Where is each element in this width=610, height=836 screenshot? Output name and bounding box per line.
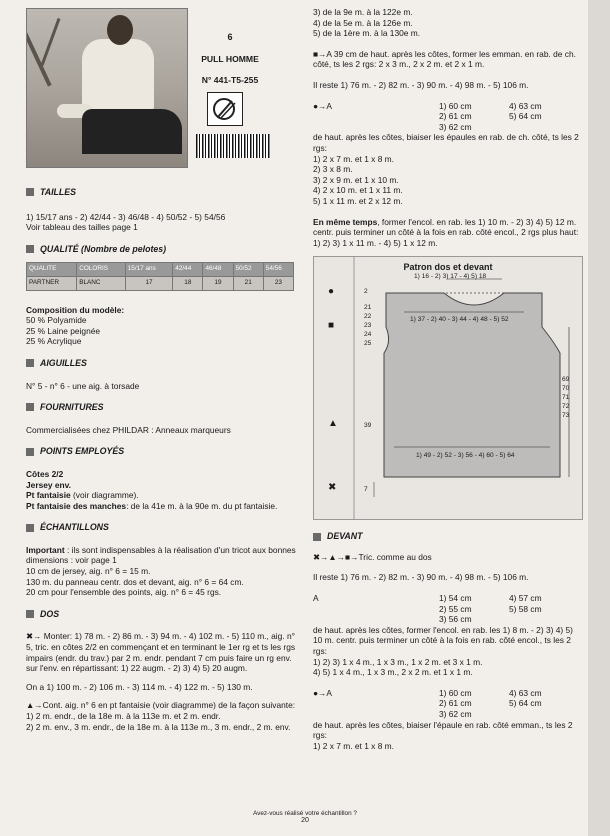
dim-label: 7 — [364, 486, 368, 494]
model-photo — [26, 8, 188, 168]
dim-label: 2 — [364, 288, 368, 296]
left-column — [26, 176, 304, 732]
section-devant: DEVANT — [313, 531, 583, 542]
quality-table: QUALITE COLORIS 15/17 ans 42/44 46/48 50/52 54/56 PARTNER BLANC 17 18 19 21 23 — [26, 262, 294, 290]
composition-line: 50 % Polyamide — [26, 315, 87, 326]
pattern-ref: N° 441-T5-255 — [201, 75, 259, 85]
pattern-info — [190, 32, 270, 85]
stitch-item: Pt fantaisie des manches: de la 41e m. à la 90e m. du pt fantaisie. — [26, 500, 278, 511]
section-points: POINTS EMPLOYÉS — [26, 446, 304, 457]
shoulder-line: 5) 1 x 11 m. et 2 x 12 m. — [313, 195, 403, 206]
instruction-line: ■→A 39 cm de haut. après les côtes, former les emman. en rab. de ch. côté, ts les 2 rgs: 2 x 3 m., 2 x 2 m. et 2 x 1 m. — [313, 48, 576, 70]
dos-step: ✖→ Monter: 1) 78 m. - 2) 86 m. - 3) 94 m. - 4) 102 m. - 5) 110 m., aig. n° 5, tric. en côtes 2/2 en commençant et en terminant le 1er rg et ts les rgs impairs (endr. du trav.) par 2 m. endr. pendant 7 cm puis faire un rg env. sur l'env. en répartissant: 1) 22 augm. - 2) 3) 4) 5) 20 augm. — [26, 631, 296, 674]
adjacent-page-edge — [588, 0, 610, 836]
instruction-line: En même temps, former l'encol. en rab. les 1) 10 m. - 2) 3) 4) 5) 12 m. centr. puis terminer un côté à la fois en rab. côté encol., 2 rgs plus haut: 1) 2) 3) 1 x 11 m. - 4) 5) 1 x 12 m. — [313, 216, 579, 248]
pattern-diagram — [313, 256, 583, 520]
pattern-title: PULL HOMME — [201, 54, 259, 64]
shoulder-line: 3) 2 x 9 m. et 1 x 10 m. — [313, 174, 399, 185]
devant-step: 1) 2) 3) 1 x 4 m., 1 x 3 m., 1 x 2 m. et 3 x 1 m. — [313, 656, 483, 667]
section-tailles: TAILLES — [26, 187, 304, 198]
supplies-text: Commercialisées chez PHILDAR : Anneaux marqueurs — [26, 424, 231, 435]
dos-step: On a 1) 100 m. - 2) 106 m. - 3) 114 m. - 4) 122 m. - 5) 130 m. — [26, 681, 253, 692]
gauge-line: 20 cm pour l'ensemble des points, aig. n° 6 = 45 rgs. — [26, 587, 222, 598]
dim-label: 21 — [364, 304, 372, 312]
section-fournitures: FOURNITURES — [26, 402, 304, 413]
barcode — [196, 134, 270, 158]
dim-label: 22 — [364, 313, 372, 321]
shoulder-line: 1) 2 x 7 m. et 1 x 8 m. — [313, 153, 394, 164]
dim-label: 70 — [562, 385, 570, 393]
dim-label: 39 — [364, 422, 372, 430]
devant-step: 4) 5) 1 x 4 m., 1 x 3 m., 2 x 2 m. et 1 x 1 m. — [313, 667, 473, 678]
devant-step: 1) 2 x 7 m. et 1 x 8 m. — [313, 740, 394, 751]
instruction-line: 4) de la 5e m. à la 126e m. — [313, 17, 413, 28]
composition-line: 25 % Laine peignée — [26, 325, 101, 336]
circle-marker-icon: ● — [328, 286, 335, 298]
pattern-number: 6 — [227, 32, 233, 42]
gauge-line: 10 cm de jersey, aig. n° 6 = 15 m. — [26, 566, 151, 577]
dim-label: 71 — [562, 394, 570, 402]
dos-step: ▲→Cont. aig. n° 6 en pt fantaisie (voir diagramme) de la façon suivante: — [26, 700, 296, 711]
triangle-marker-icon: ▲ — [328, 418, 338, 430]
section-dos: DOS — [26, 609, 304, 620]
size-grid: ●→A 1) 60 cm 4) 63 cm 2) 61 cm 5) 64 cm 3) 62 cm — [313, 100, 542, 132]
dos-step: 1) 2 m. endr., de la 18e m. à la 113e m. et 2 m. endr. — [26, 711, 221, 721]
needles-text: N° 5 - n° 6 - une aig. à torsade — [26, 380, 140, 391]
section-aiguilles: AIGUILLES — [26, 358, 304, 369]
footer-question: Avez-vous réalisé votre échantillon ? — [253, 810, 357, 817]
instruction-line: 3) de la 9e m. à la 122e m. — [313, 7, 413, 17]
composition-line: 25 % Acrylique — [26, 336, 82, 347]
section-echantillons: ÉCHANTILLONS — [26, 522, 304, 533]
gauge-important: Important : ils sont indispensables à la réalisation d'un tricot aux bonnes dimensions : voir page 1 — [26, 544, 296, 566]
square-marker-icon: ■ — [328, 320, 335, 332]
gauge-line: 130 m. du panneau centr. dos et devant, aig. n° 6 = 64 cm. — [26, 576, 244, 587]
size-grid: A 1) 54 cm 4) 57 cm 2) 55 cm 5) 58 cm 3) 56 cm — [313, 593, 542, 625]
devant-step: Il reste 1) 76 m. - 2) 82 m. - 3) 90 m. - 4) 98 m. - 5) 106 m. — [313, 572, 529, 583]
page-number: 20 — [301, 817, 309, 824]
chest-width-label: 1) 37 - 2) 40 - 3) 44 - 4) 48 - 5) 52 — [410, 316, 509, 324]
right-column — [313, 7, 583, 751]
shoulder-line: 4) 2 x 10 m. et 1 x 11 m. — [313, 185, 403, 196]
stitch-item: Pt fantaisie (voir diagramme). — [26, 490, 139, 501]
size-grid: ●→A 1) 60 cm 4) 63 cm 2) 61 cm 5) 64 cm 3) 62 cm — [313, 687, 542, 719]
composition-title: Composition du modèle: — [26, 304, 125, 315]
dim-label: 24 — [364, 331, 372, 339]
devant-step: ✖→▲→■→Tric. comme au dos — [313, 551, 432, 562]
stitch-item: Côtes 2/2 — [26, 468, 64, 479]
yarn-icon — [207, 92, 243, 126]
shoulder-line: 2) 3 x 8 m. — [313, 164, 353, 175]
stitch-item: Jersey env. — [26, 479, 72, 490]
instruction-line: de haut. après les côtes, biaiser les épaules en rab. de ch. côté, ts les 2 rgs: — [313, 132, 579, 153]
tailles-list: 1) 15/17 ans - 2) 42/44 - 3) 46/48 - 4) 50/52 - 5) 54/56 — [26, 211, 226, 222]
garment-shape — [314, 257, 582, 519]
dim-label: 23 — [364, 322, 372, 330]
tailles-note: Voir tableau des tailles page 1 — [26, 222, 138, 233]
dim-label: 69 — [562, 376, 570, 384]
section-qualite: QUALITÉ (Nombre de pelotes) — [26, 244, 304, 255]
dim-label: 73 — [562, 412, 570, 420]
instruction-line: 5) de la 1ère m. à la 130e m. — [313, 28, 421, 39]
cross-marker-icon: ✖ — [328, 482, 337, 494]
instruction-line: Il reste 1) 76 m. - 2) 82 m. - 3) 90 m. - 4) 98 m. - 5) 106 m. — [313, 79, 529, 90]
hem-width-label: 1) 49 - 2) 52 - 3) 56 - 4) 60 - 5) 64 — [416, 452, 515, 460]
neck-width-label: 1) 16 - 2) 3) 17 - 4) 5) 18 — [414, 273, 487, 281]
footer — [0, 810, 610, 824]
dim-label: 25 — [364, 340, 372, 348]
dim-label: 72 — [562, 403, 570, 411]
devant-step: de haut. après les côtes, biaiser l'épaule en rab. côté emman., ts les 2 rgs: — [313, 719, 573, 741]
devant-step: de haut. après les côtes, former l'encol. en rab. les 1) 8 m. - 2) 3) 4) 5) 10 m. centr. puis terminer un côté à la fois en rab. côté encol., ts les 2 rgs: — [313, 624, 573, 657]
diagram-title: Patron dos et devant — [403, 262, 493, 273]
dos-step: 2) 2 m. env., 3 m. endr., de la 18e m. à la 113e m., 3 m. endr., 2 m. env. — [26, 721, 291, 732]
